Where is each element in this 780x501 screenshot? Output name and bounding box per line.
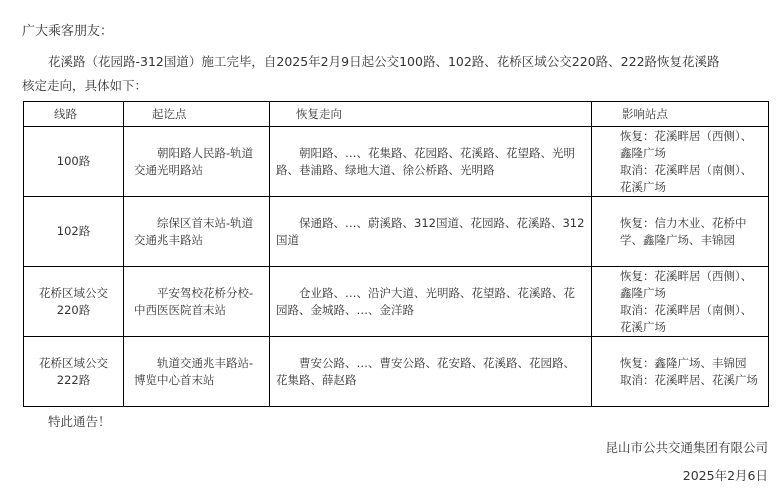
notice-text: 特此通告！ (48, 414, 111, 429)
direction-cell: 朝阳路、…、花集路、花园路、花溪路、花望路、光明路、巷浦路、绿地大道、徐公桥路、光明路 (270, 127, 592, 197)
direction-cell: 曹安公路、…、曹安公路、花安路、花溪路、花园路、花集路、薛赵路 (270, 337, 592, 407)
greeting: 广大乘客朋友： (22, 24, 114, 39)
table-row (24, 127, 769, 197)
cancelled-stops: 取消：花溪畔居（南侧）、花溪广场 (620, 162, 753, 194)
direction-cell: 保通路、…、蔚溪路、312国道、花园路、花溪路、312国道 (270, 197, 592, 267)
endpoints-cell: 综保区首末站-轨道交通兆丰路站 (124, 197, 270, 267)
route-cell: 花桥区域公交220路 (24, 267, 124, 337)
issue-date: 2025年2月6日 (682, 468, 768, 483)
table-header-row (24, 102, 769, 127)
intro-paragraph-line-1: 花溪路（花园路-312国道）施工完毕，自2025年2月9日起公交100路、102路、花桥区域公交220路、222路恢复花溪路 (48, 54, 720, 69)
restored-stops: 恢复：花溪畔居（西侧）、鑫隆广场 (620, 128, 753, 160)
affected-stops-cell (592, 197, 769, 267)
issuer-signature: 昆山市公共交通集团有限公司 (605, 440, 768, 455)
table-row (24, 267, 769, 337)
header-affected-stops: 影响站点 (592, 102, 769, 127)
cancelled-stops: 取消：花溪畔居（南侧）、花溪广场 (620, 302, 753, 334)
table-row (24, 337, 769, 407)
cancelled-stops: 取消：花溪畔居、花溪广场 (620, 372, 758, 387)
affected-stops-cell (592, 267, 769, 337)
route-table (23, 101, 769, 407)
route-cell: 花桥区域公交222路 (24, 337, 124, 407)
endpoints-cell: 轨道交通兆丰路站-博览中心首末站 (124, 337, 270, 407)
affected-stops-cell (592, 127, 769, 197)
table-row (24, 197, 769, 267)
header-route: 线路 (24, 102, 124, 127)
restored-stops: 恢复：信力木业、花桥中学、鑫隆广场、丰锦园 (620, 215, 747, 247)
direction-cell: 仓业路、…、沿沪大道、光明路、花望路、花溪路、花园路、金城路、…、金洋路 (270, 267, 592, 337)
header-direction: 恢复走向 (270, 102, 592, 127)
restored-stops: 恢复：花溪畔居（西侧）、鑫隆广场 (620, 268, 753, 300)
endpoints-cell: 朝阳路人民路-轨道交通光明路站 (124, 127, 270, 197)
route-cell: 102路 (24, 197, 124, 267)
restored-stops: 恢复：鑫隆广场、丰锦园 (620, 355, 747, 370)
header-endpoints: 起讫点 (124, 102, 270, 127)
route-cell: 100路 (24, 127, 124, 197)
affected-stops-cell (592, 337, 769, 407)
endpoints-cell: 平安驾校花桥分校-中西医医院首末站 (124, 267, 270, 337)
intro-paragraph-line-2: 核定走向，具体如下： (22, 78, 148, 93)
